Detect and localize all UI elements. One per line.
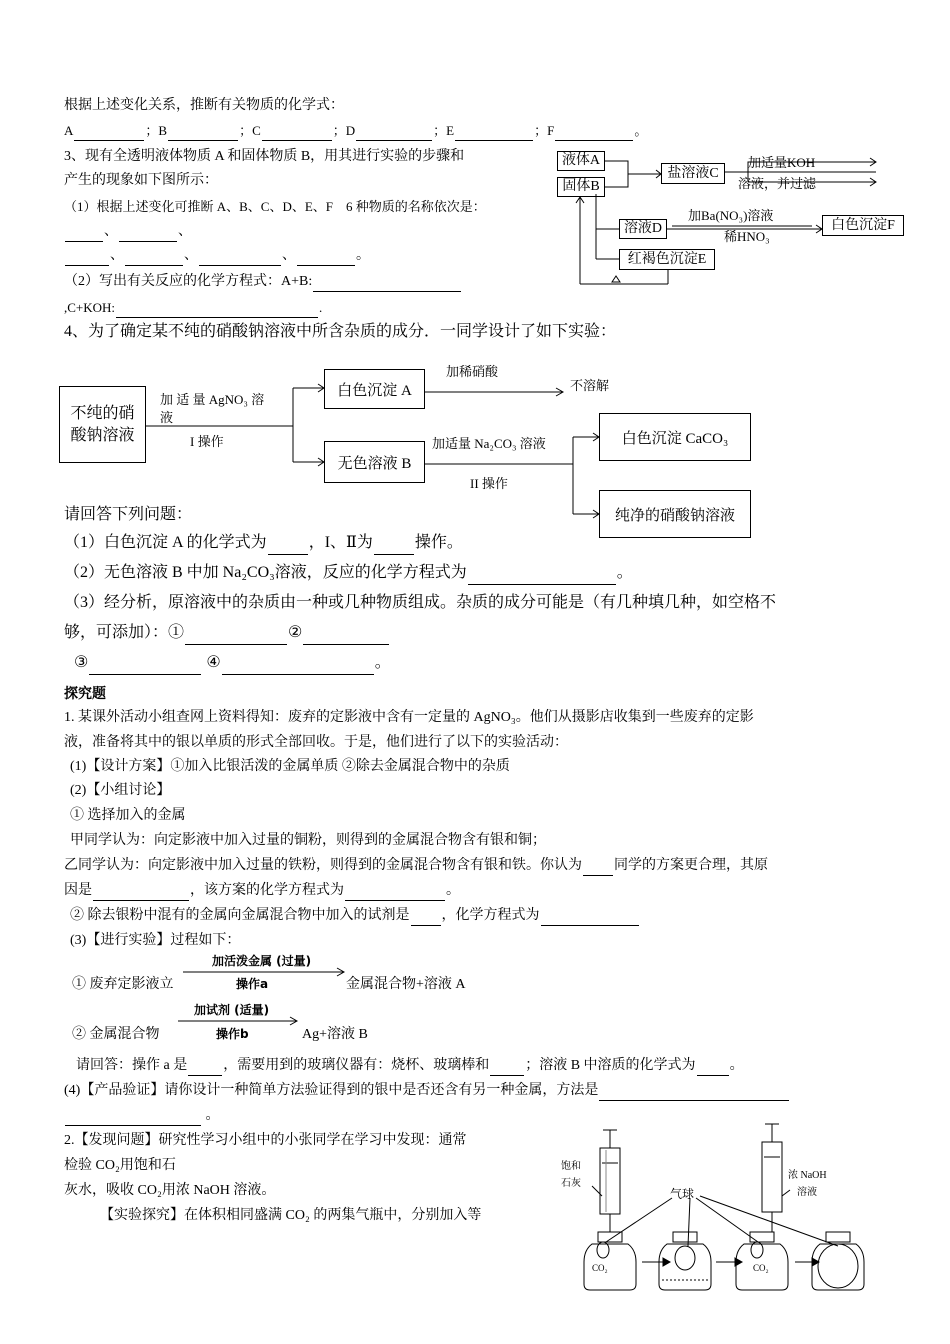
label-koh-top: 加适量KOH [748,155,816,170]
label-op2: II 操作 [470,476,508,491]
e1-discuss: (2)【小组讨论】 [70,783,171,798]
e1-reason: 因是 ，该方案的化学方程式为 。 [64,881,460,901]
intro-line: 根据上述变化关系，推断有关物质的化学式： [64,98,344,113]
q4-a3-line3: ③ ④ 。 [74,651,391,675]
e1-step2-top: 加试剂 (适量) [194,1003,270,1017]
label-op1: I 操作 [190,434,224,449]
box-salt-c: 盐溶液C [661,163,725,184]
e1-yi: 乙同学认为：向定影液中加入过量的铁粉，则得到的金属混合物含有银和铁。你认为 同学的方案更合理，其原 [64,856,768,876]
e2-line2: 检验 CO₂用饱和石 [64,1158,176,1173]
box-solution-d: 溶液D [619,219,667,239]
q3-line2: 产生的现象如下图所示： [64,173,218,188]
fig-co2-1: CO₂ [592,1263,608,1273]
q4-title: 4、为了确定某不纯的硝酸钠溶液中所含杂质的成分．一同学设计了如下实验： [64,323,617,340]
q4-a2: （2）无色溶液 B 中加 Na₂CO₃溶液，反应的化学方程式为 。 [64,561,633,585]
q3-blanks-row2: 、 、 、 。 [64,246,370,266]
box-impure-nano3: 不纯的硝 酸钠溶液 [59,386,146,463]
box-solid-b: 固体B [557,177,605,197]
box-white-precipitate-a: 白色沉淀 A [324,369,425,409]
label-insoluble: 不溶解 [570,378,610,393]
label-agno3-l1: 加 适 量 AgNO₃ 溶 [160,392,265,407]
e1-step2-start: ② 金属混合物 [72,1027,160,1042]
fig-balloon-label: 气球 [670,1187,695,1201]
label-dilute-hno3: 加稀硝酸 [446,364,499,379]
explore-heading: 探究题 [64,686,106,702]
label-koh-bottom: 溶液，并过滤 [738,176,817,191]
e1-choose: ① 选择加入的金属 [70,808,186,823]
e1-verify: (4)【产品验证】请你设计一种简单方法验证得到的银中是否还含有另一种金属，方法是 [64,1081,790,1101]
e2-line1: 2.【发现问题】研究性学习小组中的小张同学在学习中发现：通常 [64,1133,467,1148]
q4-answer-intro: 请回答下列问题： [64,506,193,523]
box-liquid-a: 液体A [557,151,605,171]
box-white-f: 白色沉淀F [822,215,904,236]
q3-line1: 3、现有全透明液体物质 A 和固体物质 B，用其进行实验的步骤和 [64,149,465,164]
e1-answer: 请回答：操作 a 是 ，需要用到的玻璃仪器有：烧杯、玻璃棒和 ；溶液 B 中溶质的化学式为 。 [76,1056,744,1076]
e1-step1-bot: 操作a [236,977,269,991]
q3-sub2: （2）写出有关反应的化学方程式：A+B: [64,272,462,292]
e1-step2-end: Ag+溶液 B [302,1027,368,1042]
e1-exp: (3)【进行实验】过程如下： [70,933,241,948]
e2-line4: 【实验探究】在体积相同盛满 CO₂ 的两集气瓶中，分别加入等 [100,1208,482,1223]
fig-co2-2: CO₂ [753,1263,769,1273]
box-pure-nano3: 纯净的硝酸钠溶液 [599,490,751,538]
q4-a1: （1）白色沉淀 A 的化学式为 ，I、Ⅱ为 操作。 [64,531,463,555]
q4-a3-line2: 够，可添加）：① ② [64,621,390,645]
q3-ckoh: ,C+KOH: . [64,298,322,318]
e1-line1: 1. 某课外活动小组查网上资料得知：废弃的定影液中含有一定量的 AgNO₃。他们从摄影店收集到一些废弃的定影 [64,710,754,725]
label-agno3-l2: 液 [160,410,174,425]
fig-limewater-l2: 石灰 [561,1178,581,1189]
e2-line3: 灰水，吸收 CO₂用浓 NaOH 溶液。 [64,1183,276,1198]
fig-limewater-l1: 饱和 [561,1161,581,1172]
q3-sub1: （1）根据上述变化可推断 A、B、C、D、E、F 6 种物质的名称依次是： [64,199,486,214]
fig-naoh-l1: 浓 NaOH [788,1170,827,1181]
box-red-e: 红褐色沉淀E [619,249,715,270]
e1-remove: ② 除去银粉中混有的金属向金属混合物中加入的试剂是 ，化学方程式为 [70,906,640,926]
e1-step1-start: ① 废弃定影液立 [72,977,174,992]
e1-jia: 甲同学认为：向定影液中加入过量的铜粉，则得到的金属混合物含有银和铜； [70,833,546,848]
label-bano3-top: 加Ba(NO₃)溶液 [688,208,774,223]
e1-step1-end: 金属混合物+溶液 A [346,977,466,992]
fig-naoh-l2: 溶液 [797,1187,817,1198]
e1-line2: 液，准备将其中的银以单质的形式全部回收。于是，他们进行了以下的实验活动： [64,735,568,750]
label-bano3-bottom: 稀HNO₃ [724,229,770,244]
box-caco3: 白色沉淀 CaCO₃ [599,413,751,461]
label-na2co3: 加适量 Na₂CO₃ 溶液 [432,436,546,451]
box-colorless-b: 无色溶液 B [324,441,425,483]
e1-step1-top: 加活泼金属 (过量) [212,954,312,968]
e1-step2-bot: 操作b [216,1027,249,1041]
e1-verify-line2: 。 [64,1106,220,1126]
formula-blanks-row: A ；B ；C ；D ；E ；F 。 [64,121,647,141]
e1-design: (1)【设计方案】①加入比银活泼的金属单质 ②除去金属混合物中的杂质 [70,759,510,774]
q3-blanks-row1: 、 、 [64,222,192,242]
q4-a3-line1: （3）经分析，原溶液中的杂质由一种或几种物质组成。杂质的成分可能是（有几种填几种，如空格不 [64,594,777,611]
